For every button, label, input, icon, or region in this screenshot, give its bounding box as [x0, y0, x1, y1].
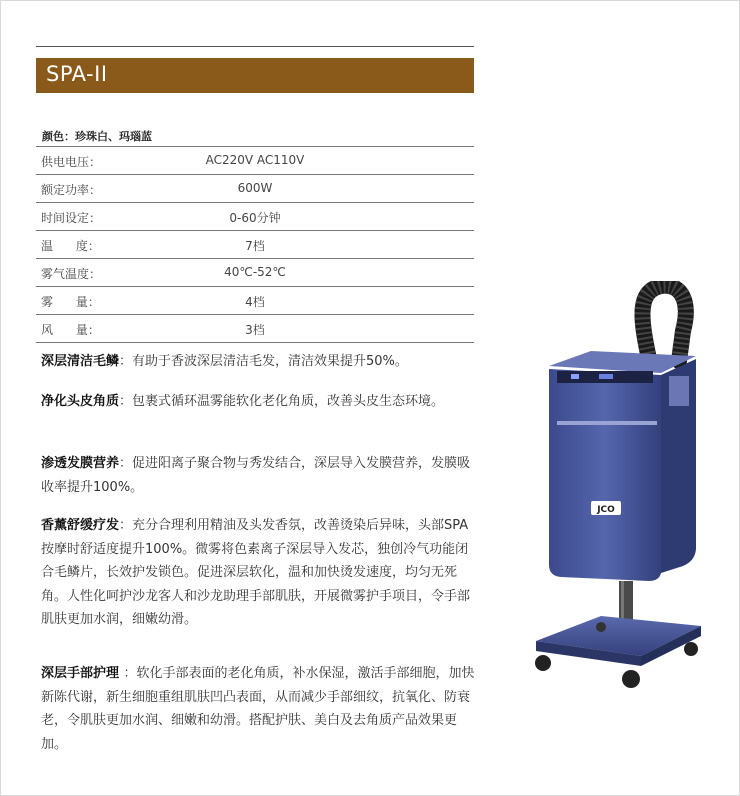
spec-table: [36, 146, 474, 343]
spec-label: 风 量：: [41, 323, 100, 337]
feature-scalp-purify: [41, 390, 477, 414]
spec-label: 时间设定：: [41, 211, 102, 225]
feature-title: 香薰舒缓疗发: [41, 518, 120, 533]
spec-row: [36, 147, 474, 175]
feature-deep-cleaning: [41, 350, 481, 374]
feature-text: ：充分合理利用精油及头发香氛，改善烫染后异味，头部SPA按摩时舒适度提升100%。微雾将色素离子深层导入发芯，独创冷气功能闭合毛鳞片，长效护发锁色。促进深层软化，温和加快烫发速度，均匀无死角。人性化呵护沙龙客人和沙龙助理手部肌肤，开展微雾护手项目，令手部肌肤更加水润，细嫩幼滑。: [41, 518, 471, 627]
feature-text: ：软化手部表面的老化角质，补水保湿，激活手部细胞，加快新陈代谢，新生细胞重组肌肤凹凸表面，从而减少手部细纹，抗氧化、防衰老，令肌肤更加水润、细嫩和幼滑。搭配护肤、美白及去角质产品效果更加。: [41, 666, 475, 752]
spec-row: [36, 231, 474, 259]
feature-aroma: [41, 514, 477, 632]
spec-value: 7档: [245, 239, 265, 253]
spec-label: 温 度：: [41, 239, 100, 253]
top-rule: [36, 46, 474, 47]
spec-value: 3档: [245, 323, 265, 337]
feature-hand-care: [41, 662, 477, 756]
feature-text: ：有助于香波深层清洁毛发，清洁效果提升50%。: [119, 354, 408, 369]
feature-title: 深层清洁毛鳞: [41, 354, 120, 369]
spec-label: 雾气温度：: [41, 267, 102, 281]
spec-row: [36, 315, 474, 343]
feature-hair-mask: [41, 452, 477, 499]
feature-title: 渗透发膜营养: [41, 456, 120, 471]
title-bar: [36, 58, 474, 93]
feature-title: 净化头皮角质: [41, 394, 120, 409]
spec-value: AC220V AC110V: [205, 153, 305, 167]
spec-value: 0-60分钟: [229, 211, 281, 225]
spec-row: [36, 259, 474, 287]
product-title: SPA-II: [46, 62, 108, 86]
spec-value: 40℃-52℃: [224, 265, 286, 279]
spec-value: 600W: [237, 181, 273, 195]
spec-value: 4档: [245, 295, 265, 309]
feature-text: ：包裹式循环温雾能软化老化角质，改善头皮生态环境。: [119, 394, 445, 409]
spec-label: 供电电压：: [41, 155, 102, 169]
spec-row: [36, 287, 474, 315]
product-logo: JCO: [597, 505, 615, 515]
spec-label: 雾 量：: [41, 295, 100, 309]
color-options: 颜色：珍珠白、玛瑙蓝: [42, 130, 152, 143]
product-image: [531, 281, 711, 701]
feature-title: 深层手部护理: [41, 666, 124, 681]
spec-row: [36, 175, 474, 203]
feature-text: ：促进阳离子聚合物与秀发结合，深层导入发膜营养，发膜吸收率提升100%。: [41, 456, 471, 495]
spec-label: 额定功率：: [41, 183, 102, 197]
spec-row: [36, 203, 474, 231]
